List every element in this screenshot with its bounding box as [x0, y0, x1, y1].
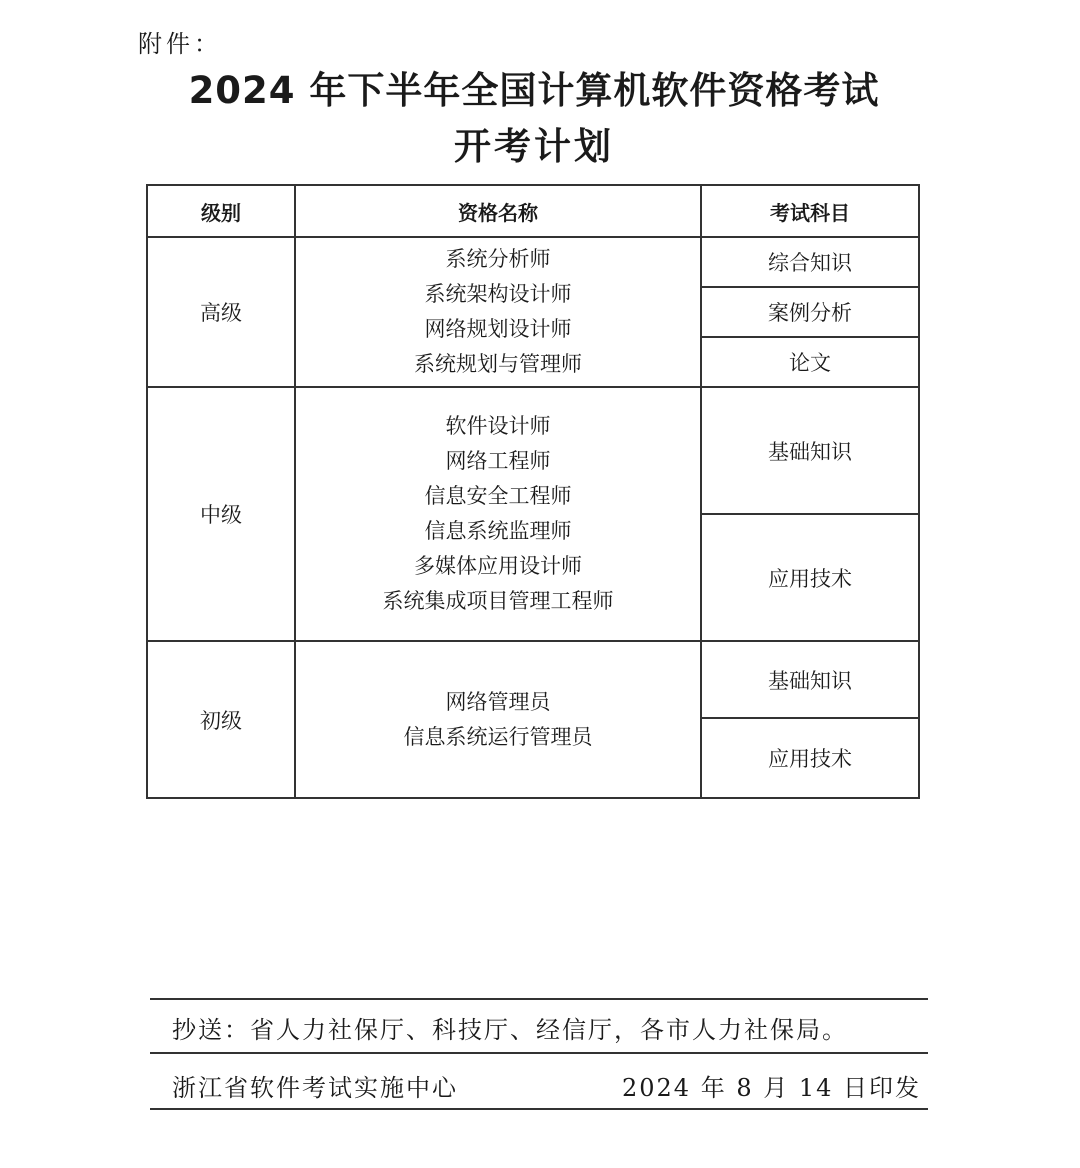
- qualification-name: 网络工程师: [445, 449, 551, 473]
- document-title-line2: 开考计划: [454, 125, 614, 168]
- qualification-cell: [295, 641, 701, 798]
- exam-plan-table: [146, 184, 920, 799]
- column-header-qualification: 资格名称: [295, 185, 701, 237]
- qualification-cell: [295, 387, 701, 641]
- subject-cell: 应用技术: [701, 514, 919, 641]
- subject-cell: 案例分析: [701, 287, 919, 337]
- subject-cell: 应用技术: [701, 718, 919, 798]
- qualification-name: 软件设计师: [445, 414, 551, 438]
- table-row: [147, 641, 919, 718]
- issuer-name: 浙江省软件考试实施中心: [172, 1074, 458, 1102]
- qualification-name: 系统分析师: [445, 247, 551, 271]
- qualification-name: 信息系统运行管理员: [403, 724, 593, 749]
- column-header-subject: 考试科目: [701, 185, 919, 237]
- subject-cell: 基础知识: [701, 641, 919, 718]
- footer-rule-middle: [150, 1052, 928, 1054]
- subject-cell: 基础知识: [701, 387, 919, 514]
- subject-cell: 综合知识: [701, 237, 919, 287]
- qualification-name: 系统规划与管理师: [414, 352, 582, 376]
- table-row: [147, 387, 919, 514]
- issue-date: 2024 年 8 月 14 日印发: [622, 1074, 922, 1102]
- qualification-name: 系统集成项目管理工程师: [382, 589, 614, 613]
- document-title-line1: 2024 年下半年全国计算机软件资格考试: [188, 69, 880, 112]
- qualification-name: 网络管理员: [445, 689, 551, 714]
- cc-line: 抄送：省人力社保厅、科技厅、经信厅，各市人力社保局。: [172, 1016, 848, 1044]
- qualification-name: 多媒体应用设计师: [414, 554, 582, 578]
- level-cell: 高级: [147, 237, 295, 387]
- column-header-level: 级别: [147, 185, 295, 237]
- subject-cell: 论文: [701, 337, 919, 387]
- footer-rule-bottom: [150, 1108, 928, 1110]
- footer-rule-top: [150, 998, 928, 1000]
- qualification-name: 网络规划设计师: [424, 317, 572, 341]
- table-header-row: [147, 185, 919, 237]
- qualification-name: 系统架构设计师: [424, 282, 572, 306]
- table-row: [147, 237, 919, 287]
- level-cell: 初级: [147, 641, 295, 798]
- qualification-cell: [295, 237, 701, 387]
- qualification-name: 信息安全工程师: [424, 484, 572, 508]
- level-cell: 中级: [147, 387, 295, 641]
- attachment-label: 附件：: [138, 30, 222, 58]
- qualification-name: 信息系统监理师: [424, 519, 572, 543]
